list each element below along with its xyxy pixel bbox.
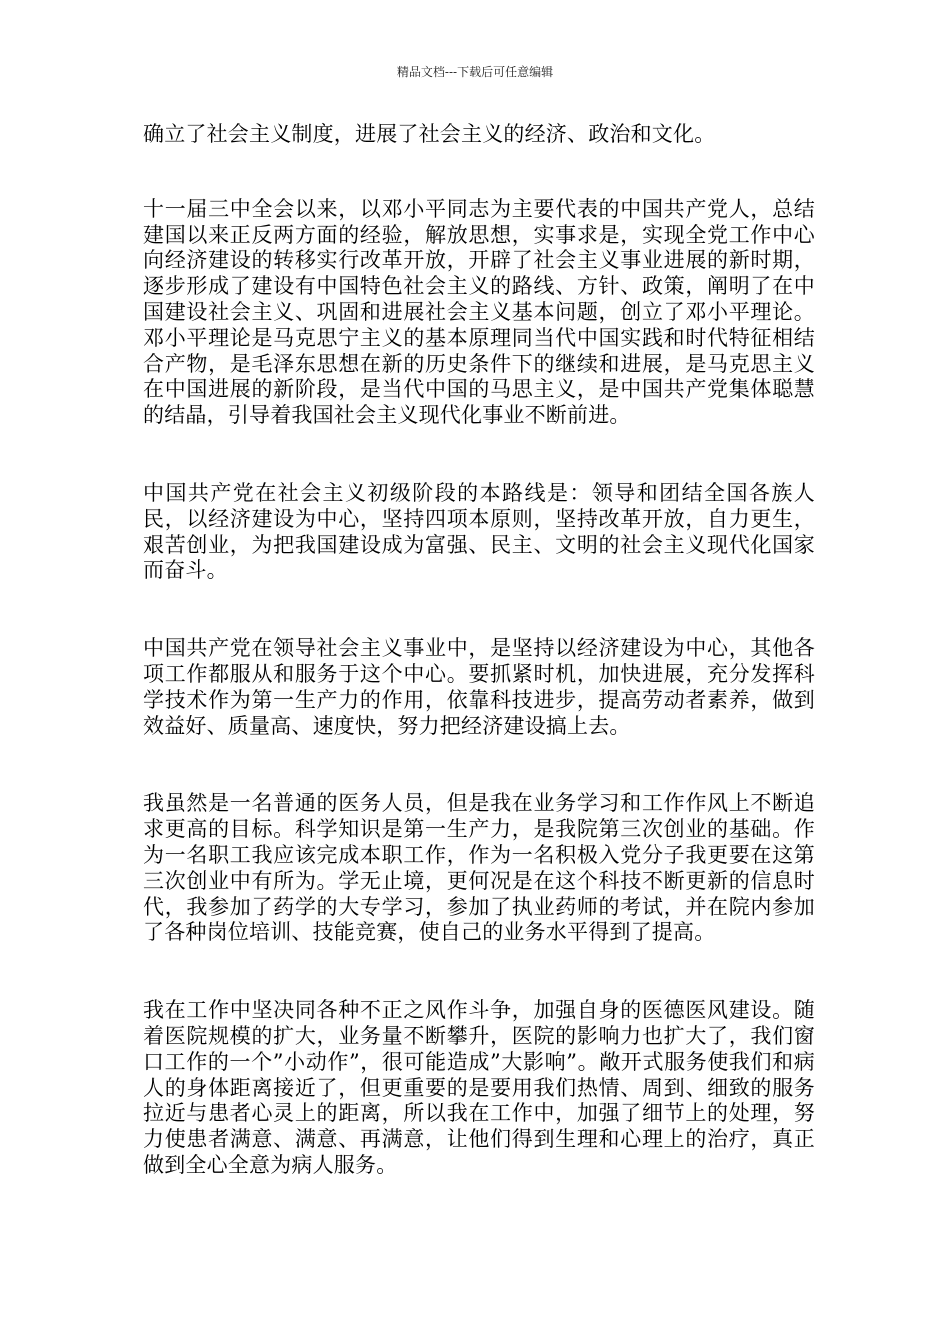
paragraph-1: 确立了社会主义制度，进展了社会主义的经济、政治和文化。 xyxy=(143,122,716,146)
page-header: 精品文档---下载后可任意编辑 xyxy=(396,65,554,79)
paragraph-3: 中国共产党在社会主义初级阶段的本路线是：领导和团结全国各族人民，以经济建设为中心，坚持四项本原则，坚持改革开放，自力更生，艰苦创业，为把我国建设成为富强、民主、文明的社会主义现代化国家而奋斗。 xyxy=(143,480,815,583)
document-body xyxy=(143,122,815,1179)
paragraph-2: 十一届三中全会以来，以邓小平同志为主要代表的中国共产党人，总结建国以来正反两方面的经验，解放思想，实事求是，实现全党工作中心向经济建设的转移实行改革开放，开辟了社会主义事业进展的新时期，逐步形成了建设有中国特色社会主义的路线、方针、政策，阐明了在中国建设社会主义、巩固和进展社会主义基本问题，创立了邓小平理论。邓小平理论是马克思宁主义的基本原理同当代中国实践和时代特征相结合产物，是毛泽东思想在新的历史条件下的继续和进展，是马克思主义在中国进展的新阶段，是当代中国的马思主义，是中国共产党集体聪慧的结晶，引导着我国社会主义现代化事业不断前进。 xyxy=(143,196,815,428)
paragraph-4: 中国共产党在领导社会主义事业中，是坚持以经济建设为中心，其他各项工作都服从和服务于这个中心。要抓紧时机，加快进展，充分发挥科学技术作为第一生产力的作用，依靠科技进步，提高劳动者素养，做到效益好、质量高、速度快，努力把经济建设搞上去。 xyxy=(143,636,815,738)
paragraph-6: 我在工作中坚决同各种不正之风作斗争，加强自身的医德医风建设。随着医院规模的扩大，业务量不断攀升，医院的影响力也扩大了，我们窗口工作的一个”小动作”，很可能造成”大影响”。敞开式服务使我们和病人的身体距离接近了，但更重要的是要用我们热情、周到、细致的服务拉近与患者心灵上的距离，所以我在工作中，加强了细节上的处理，努力使患者满意、满意、再满意，让他们得到生理和心理上的治疗，真正做到全心全意为病人服务。 xyxy=(143,998,815,1177)
paragraph-5: 我虽然是一名普通的医务人员，但是我在业务学习和工作作风上不断追求更高的目标。科学知识是第一生产力，是我院第三次创业的基础。作为一名职工我应该完成本职工作，作为一名积极入党分子我更要在这第三次创业中有所为。学无止境，更何况是在这个科技不断更新的信息时代，我参加了药学的大专学习，参加了执业药师的考试，并在院内参加了各种岗位培训、技能竞赛，使自己的业务水平得到了提高。 xyxy=(143,791,815,945)
